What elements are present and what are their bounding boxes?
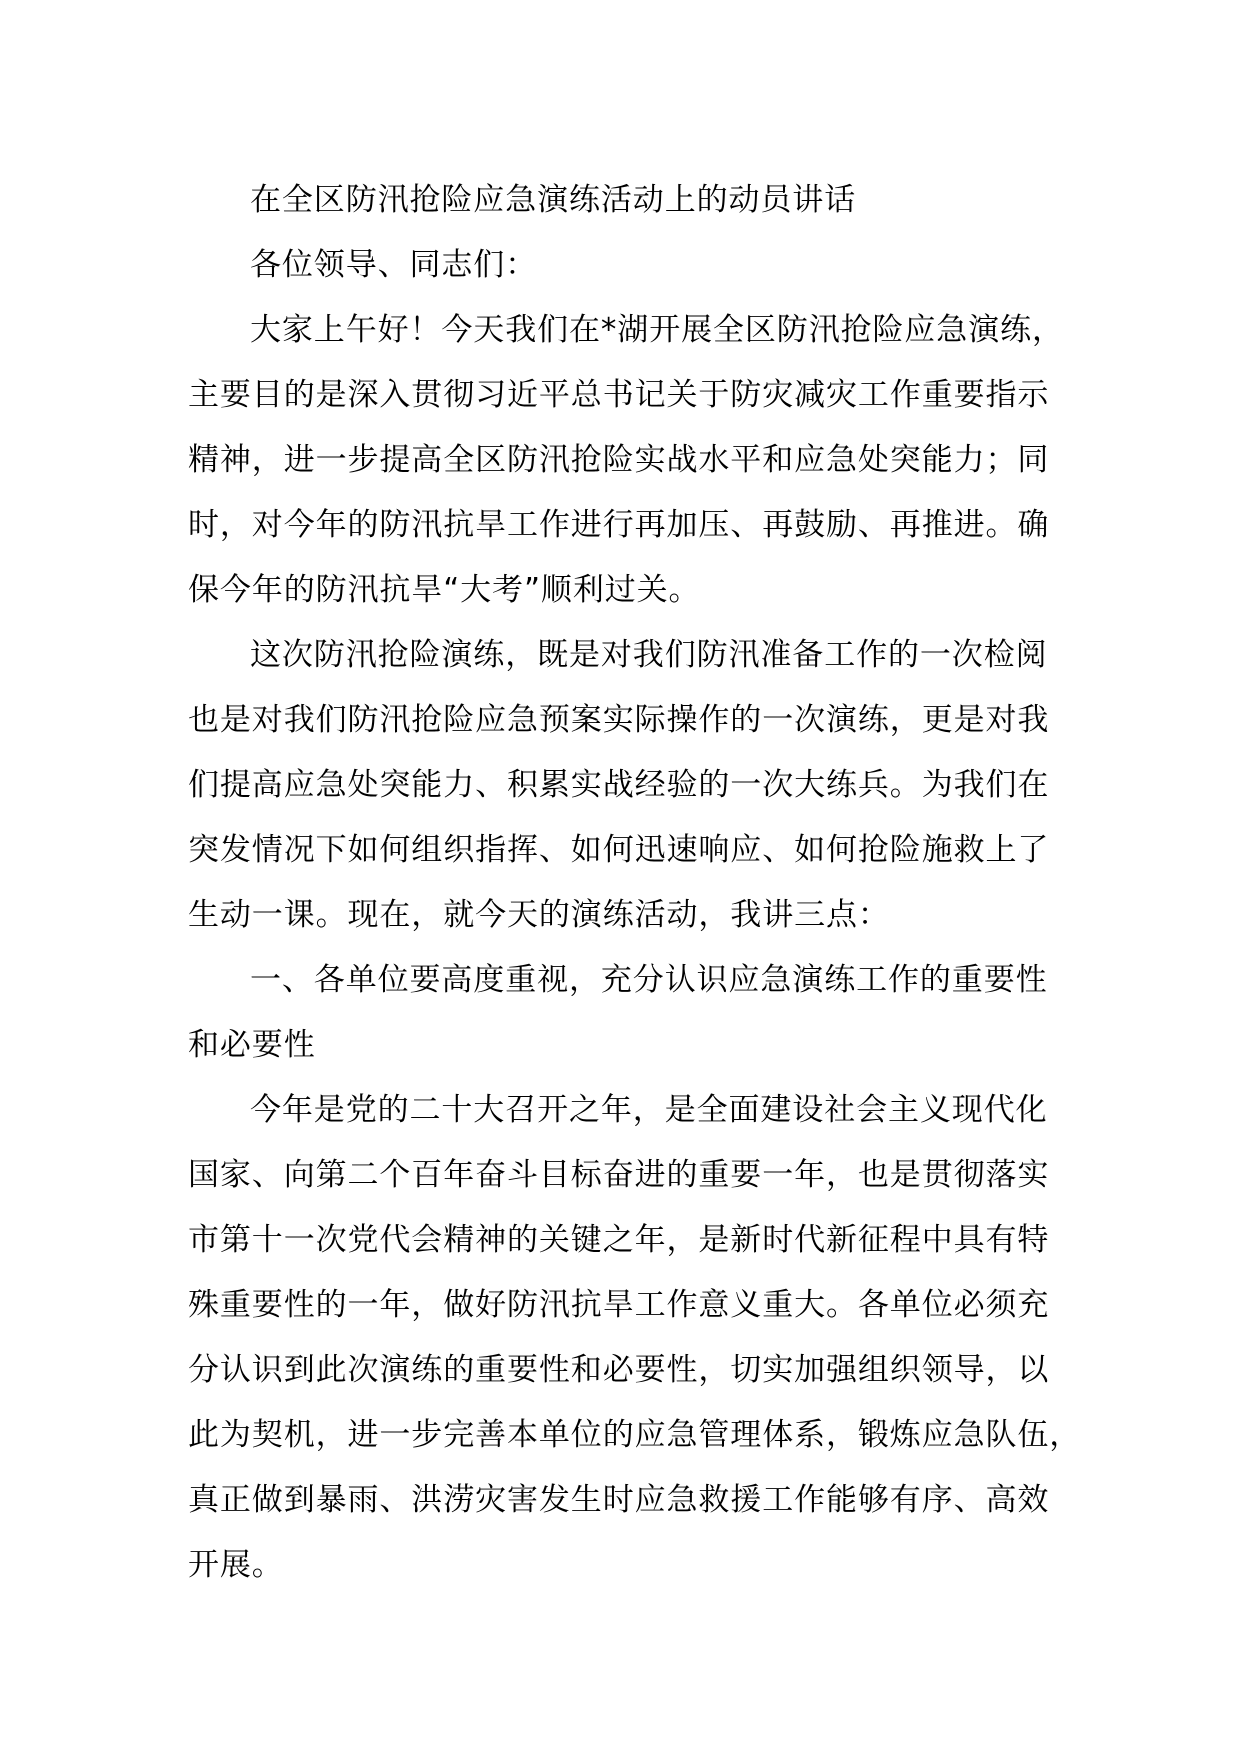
- paragraph-line: 们提高应急处突能力、积累实战经验的一次大练兵。为我们在: [188, 767, 1050, 803]
- paragraph-line: 精神，进一步提高全区防汛抢险实战水平和应急处突能力；同: [188, 442, 1050, 478]
- paragraph-line: 这次防汛抢险演练，既是对我们防汛准备工作的一次检阅: [250, 637, 1048, 673]
- paragraph-line: 真正做到暴雨、洪涝灾害发生时应急救援工作能够有序、高效: [188, 1482, 1050, 1518]
- document-page: [188, 168, 1082, 1598]
- paragraph-line: 开展。: [188, 1547, 284, 1583]
- salutation: 各位领导、同志们：: [250, 247, 538, 283]
- section-heading-one: [188, 948, 1056, 1078]
- paragraph-line: 殊重要性的一年，做好防汛抗旱工作意义重大。各单位必须充: [188, 1287, 1050, 1323]
- section-heading-line: 和必要性: [188, 1027, 316, 1063]
- paragraph-line: 国家、向第二个百年奋斗目标奋进的重要一年，也是贯彻落实: [188, 1157, 1050, 1193]
- paragraph-line: 今年是党的二十大召开之年，是全面建设社会主义现代化: [250, 1092, 1048, 1128]
- paragraph-line: 大家上午好！今天我们在*湖开展全区防汛抢险应急演练，: [250, 312, 1064, 348]
- paragraph-line: 市第十一次党代会精神的关键之年，是新时代新征程中具有特: [188, 1222, 1050, 1258]
- paragraph-line: 突发情况下如何组织指挥、如何迅速响应、如何抢险施救上了: [188, 832, 1050, 868]
- section-heading-line: 一、各单位要高度重视，充分认识应急演练工作的重要性: [250, 962, 1048, 998]
- paragraph-line: 此为契机，进一步完善本单位的应急管理体系，锻炼应急队伍，: [188, 1417, 1082, 1453]
- paragraph-line: 也是对我们防汛抢险应急预案实际操作的一次演练，更是对我: [188, 702, 1050, 738]
- paragraph-drill-purpose: [188, 623, 1056, 948]
- paragraph-line: 保今年的防汛抗旱“大考”顺利过关。: [188, 572, 701, 608]
- paragraph-line: 时，对今年的防汛抗旱工作进行再加压、再鼓励、再推进。确: [188, 507, 1050, 543]
- paragraph-opening: [188, 298, 1064, 623]
- paragraph-line: 生动一课。现在，就今天的演练活动，我讲三点：: [188, 897, 890, 933]
- paragraph-significance: [188, 1078, 1082, 1598]
- document-title: 在全区防汛抢险应急演练活动上的动员讲话: [250, 182, 857, 218]
- paragraph-line: 分认识到此次演练的重要性和必要性，切实加强组织领导，以: [188, 1352, 1050, 1388]
- paragraph-line: 主要目的是深入贯彻习近平总书记关于防灾减灾工作重要指示: [188, 377, 1050, 413]
